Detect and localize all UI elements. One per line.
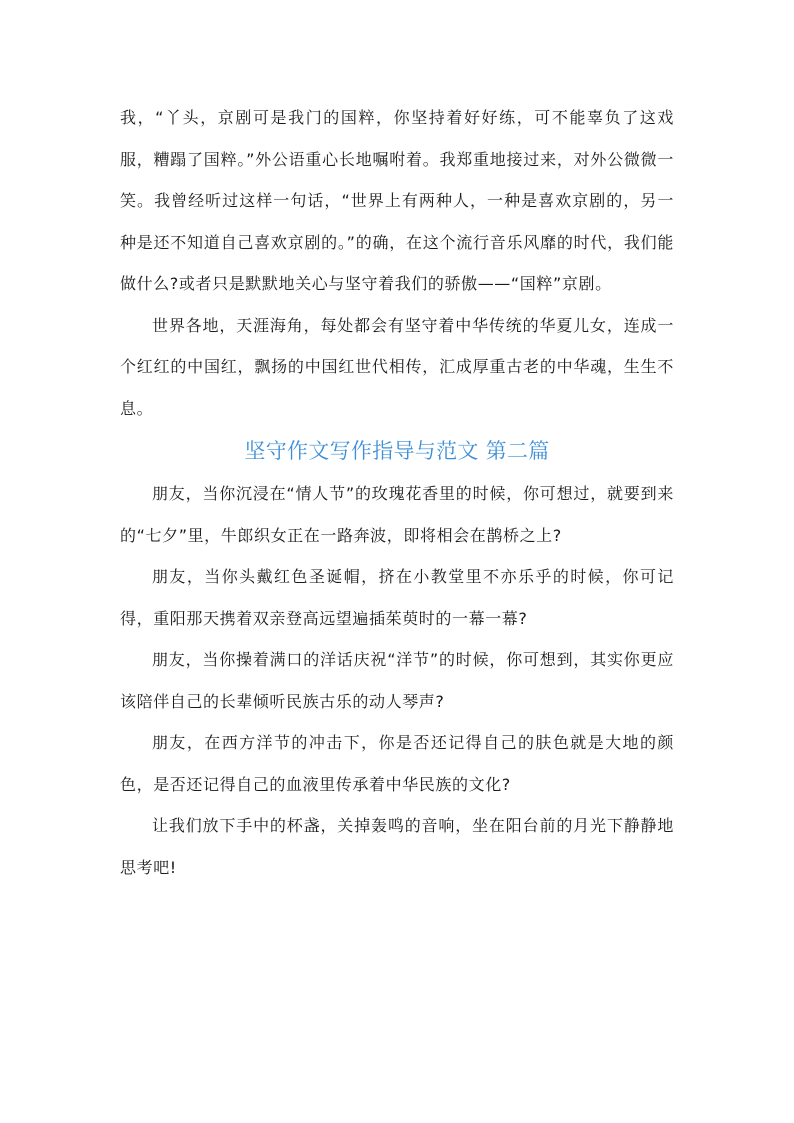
body-paragraph: 朋友，当你头戴红色圣诞帽，挤在小教堂里不亦乐乎的时候，你可记得，重阳那天携着双亲登高远望遍插茱萸时的一幕一幕?: [120, 567, 674, 628]
body-paragraph: 朋友，当你沉浸在“情人节”的玫瑰花香里的时候，你可想过，就要到来的“七夕”里，牛郎织女正在一路奔波，即将相会在鹊桥之上?: [120, 484, 674, 545]
body-paragraph: 让我们放下手中的杯盏，关掉轰鸣的音响，坐在阳台前的月光下静静地思考吧!: [120, 816, 674, 877]
body-paragraph-continuation: 我，“丫头，京剧可是我门的国粹，你坚持着好好练，可不能辜负了这戏服，糟蹋了国粹。”外公语重心长地嘱咐着。我郑重地接过来，对外公微微一笑。我曾经听过这样一句话，“世界上有两种人，一种是喜欢京剧的，另一种是还不知道自己喜欢京剧的。”的确，在这个流行音乐风靡的时代，我们能做什么?或者只是默默地关心与坚守着我们的骄傲——“国粹”京剧。: [120, 108, 674, 293]
document-body: [120, 97, 674, 888]
section-heading: 坚守作文写作指导与范文 第二篇: [244, 439, 550, 463]
body-paragraph: 朋友，在西方洋节的冲击下，你是否还记得自己的肤色就是大地的颜色，是否还记得自己的血液里传承着中华民族的文化?: [120, 733, 674, 794]
body-paragraph: 世界各地，天涯海角，每处都会有坚守着中华传统的华夏儿女，连成一个红红的中国红，飘扬的中国红世代相传，汇成厚重古老的中华魂，生生不息。: [120, 315, 674, 418]
body-paragraph: 朋友，当你操着满口的洋话庆祝“洋节”的时候，你可想到，其实你更应该陪伴自己的长辈倾听民族古乐的动人琴声?: [120, 650, 674, 711]
